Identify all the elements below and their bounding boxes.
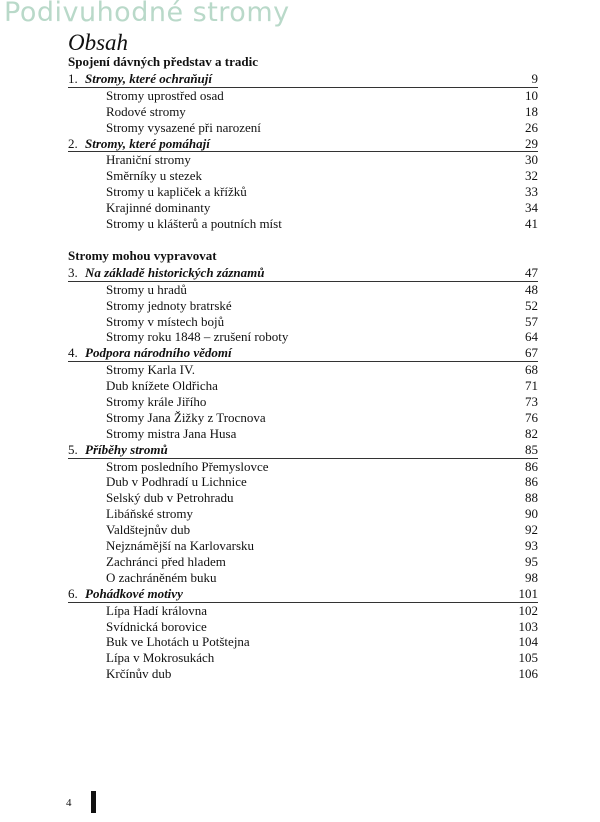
entry-page: 95 — [525, 553, 538, 569]
entry-title: Směrníky u stezek — [106, 168, 203, 184]
entry-title: Stromy roku 1848 – zrušení roboty — [106, 329, 289, 345]
toc-entry[interactable] — [68, 104, 538, 120]
entry-title: Stromy Jana Žižky z Trocnova — [106, 409, 266, 425]
toc-entry[interactable] — [68, 216, 538, 232]
entry-title: O zachráněném buku — [106, 569, 217, 585]
chapter-title: Příběhy stromů — [85, 441, 168, 457]
entry-title: Dub v Podhradí u Lichnice — [106, 474, 247, 490]
entry-page: 30 — [525, 152, 538, 168]
entry-page: 82 — [525, 425, 538, 441]
entry-title: Stromy uprostřed osad — [106, 87, 224, 103]
entry-title: Valdštejnův dub — [106, 522, 191, 538]
toc-entry[interactable] — [68, 168, 538, 184]
chapter-row[interactable] — [68, 265, 538, 282]
toc-entry[interactable] — [68, 362, 538, 378]
toc-entry[interactable] — [68, 88, 538, 104]
toc-entry[interactable] — [68, 282, 538, 298]
entry-page: 92 — [525, 522, 538, 538]
entry-title: Krčínův dub — [106, 666, 172, 682]
toc-entry[interactable] — [68, 570, 538, 586]
toc-entry[interactable] — [68, 459, 538, 475]
entry-title: Svídnická borovice — [106, 618, 207, 634]
entry-page: 57 — [525, 313, 538, 329]
toc-entry[interactable] — [68, 506, 538, 522]
toc-entry[interactable] — [68, 650, 538, 666]
entry-title: Selský dub v Petrohradu — [106, 490, 234, 506]
entry-title: Krajinné dominanty — [106, 200, 211, 216]
chapter-page: 29 — [525, 135, 538, 151]
entry-page: 98 — [525, 569, 538, 585]
entry-title: Strom posledního Přemyslovce — [106, 458, 269, 474]
chapter-row[interactable] — [68, 442, 538, 459]
entry-page: 33 — [525, 184, 538, 200]
entry-page: 52 — [525, 297, 538, 313]
running-head: Podivuhodné stromy — [4, 0, 290, 28]
entry-page: 86 — [525, 458, 538, 474]
entry-title: Stromy Karla IV. — [106, 362, 195, 378]
entry-page: 76 — [525, 409, 538, 425]
toc-entry[interactable] — [68, 538, 538, 554]
toc-entry[interactable] — [68, 314, 538, 330]
table-of-contents — [68, 53, 538, 682]
entry-page: 32 — [525, 168, 538, 184]
entry-title: Zachránci před hladem — [106, 553, 226, 569]
chapter-number: 5. — [68, 441, 78, 457]
chapter-number: 3. — [68, 264, 78, 280]
toc-entry[interactable] — [68, 522, 538, 538]
toc-entry[interactable] — [68, 666, 538, 682]
entry-title: Stromy vysazené při narození — [106, 119, 261, 135]
entry-title: Stromy mistra Jana Husa — [106, 425, 237, 441]
entry-page: 86 — [525, 474, 538, 490]
chapter-title: Stromy, které pomáhají — [85, 135, 210, 151]
toc-entry[interactable] — [68, 329, 538, 345]
toc-entry[interactable] — [68, 619, 538, 635]
part-heading: Spojení dávných představ a tradic — [68, 54, 258, 69]
entry-title: Stromy u hradů — [106, 281, 187, 297]
toc-entry[interactable] — [68, 634, 538, 650]
chapter-title: Na základě historických záznamů — [85, 264, 265, 280]
entry-page: 103 — [518, 618, 538, 634]
chapter-page: 85 — [525, 441, 538, 457]
entry-title: Rodové stromy — [106, 103, 186, 119]
section-spacer — [68, 232, 538, 247]
entry-page: 64 — [525, 329, 538, 345]
toc-entry[interactable] — [68, 410, 538, 426]
toc-entry[interactable] — [68, 298, 538, 314]
chapter-row[interactable] — [68, 136, 538, 153]
chapter-number: 1. — [68, 71, 78, 86]
chapter-row[interactable] — [68, 586, 538, 603]
toc-entry[interactable] — [68, 120, 538, 136]
toc-entry[interactable] — [68, 378, 538, 394]
entry-page: 93 — [525, 538, 538, 554]
entry-page: 26 — [525, 119, 538, 135]
entry-title: Buk ve Lhotách u Potštejna — [106, 634, 250, 650]
entry-title: Dub knížete Oldřicha — [106, 378, 218, 394]
entry-page: 90 — [525, 506, 538, 522]
entry-page: 105 — [518, 650, 538, 666]
chapter-title: Pohádkové motivy — [85, 585, 183, 601]
chapter-page: 9 — [531, 71, 538, 86]
entry-page: 88 — [525, 490, 538, 506]
entry-page: 68 — [525, 362, 538, 378]
toc-entry[interactable] — [68, 474, 538, 490]
entry-page: 34 — [525, 200, 538, 216]
entry-page: 102 — [518, 602, 538, 618]
toc-entry[interactable] — [68, 184, 538, 200]
entry-title: Nejznámější na Karlovarsku — [106, 538, 255, 554]
entry-page: 41 — [525, 216, 538, 232]
entry-title: Lípa v Mokrosukách — [106, 650, 215, 666]
page-number: 4 — [66, 797, 72, 809]
toc-entry[interactable] — [68, 554, 538, 570]
chapter-title: Stromy, které ochraňují — [85, 71, 213, 86]
page-title: Obsah — [68, 30, 129, 55]
entry-page: 73 — [525, 394, 538, 410]
entry-title: Hraniční stromy — [106, 152, 191, 168]
entry-title: Libáňské stromy — [106, 506, 194, 522]
entry-title: Stromy jednoty bratrské — [106, 297, 232, 313]
entry-page: 18 — [525, 103, 538, 119]
folio-bar — [91, 791, 96, 813]
toc-entry[interactable] — [68, 200, 538, 216]
entry-page: 71 — [525, 378, 538, 394]
toc-entry[interactable] — [68, 490, 538, 506]
toc-entry[interactable] — [68, 152, 538, 168]
toc-entry[interactable] — [68, 394, 538, 410]
entry-page: 10 — [525, 87, 538, 103]
part-heading: Stromy mohou vypravovat — [68, 247, 217, 263]
entry-title: Lípa Hadí královna — [106, 602, 208, 618]
entry-title: Stromy v místech bojů — [106, 313, 225, 329]
chapter-row[interactable] — [68, 345, 538, 362]
toc-entry[interactable] — [68, 603, 538, 619]
entry-page: 106 — [518, 666, 538, 682]
chapter-number: 2. — [68, 135, 78, 151]
entry-title: Stromy u klášterů a poutních míst — [106, 216, 282, 232]
entry-page: 104 — [518, 634, 538, 650]
chapter-number: 4. — [68, 345, 78, 361]
chapter-row[interactable] — [68, 71, 538, 88]
chapter-page: 47 — [525, 264, 538, 280]
chapter-title: Podpora národního vědomí — [85, 345, 232, 361]
entry-page: 48 — [525, 281, 538, 297]
entry-title: Stromy krále Jiřího — [106, 394, 207, 410]
chapter-number: 6. — [68, 585, 78, 601]
entry-title: Stromy u kapliček a křížků — [106, 184, 247, 200]
chapter-page: 101 — [518, 585, 538, 601]
toc-entry[interactable] — [68, 426, 538, 442]
chapter-page: 67 — [525, 345, 538, 361]
